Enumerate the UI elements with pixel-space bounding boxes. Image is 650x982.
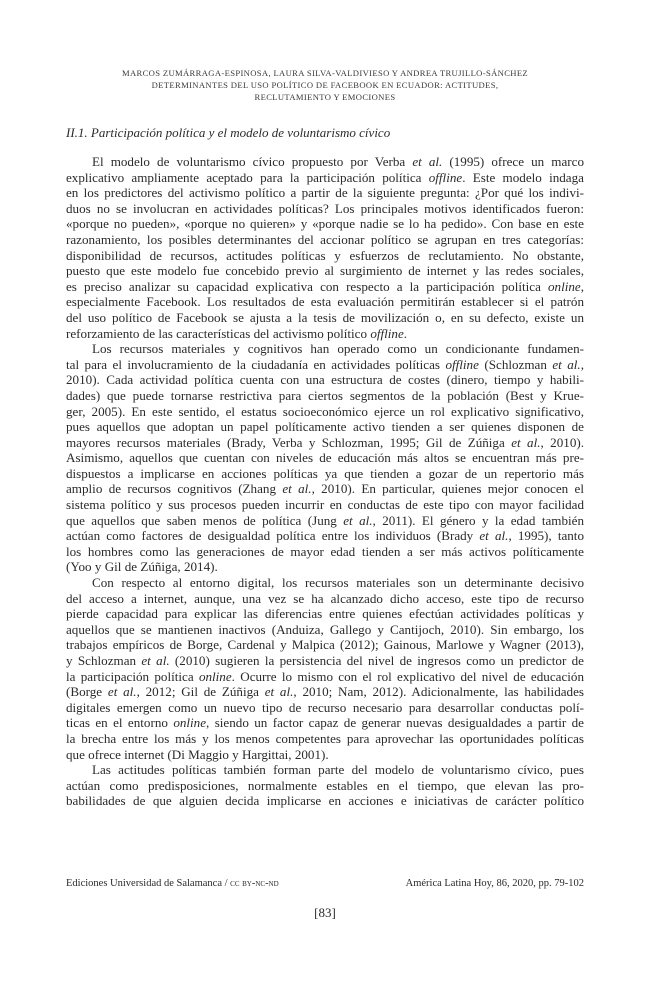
italic-segment: et al. (479, 528, 509, 544)
text-line (66, 481, 584, 497)
text-segment: , (580, 278, 584, 294)
text-segment: , 2012; Gil de Zúñiga (136, 684, 265, 700)
text-segment: . Ocurre lo mismo con el rol explicativo del nivel de educación (231, 668, 584, 684)
text-segment: es preciso analizar su capacidad explicativa con respecto a la participación política (66, 278, 548, 294)
italic-segment: offline (370, 325, 404, 341)
text-segment: explicativo ampliamente aceptado para la participación política (66, 169, 429, 185)
text-segment: mayores recursos materiales (Brady, Verba y Schlozman, 1995; Gil de Zúñiga (66, 434, 512, 450)
text-segment: babilidades de que alguien decida implicarse en acciones e iniciativas de carácter político (66, 793, 584, 809)
text-line (66, 248, 584, 264)
text-segment: y Schlozman (66, 653, 142, 668)
text-line (66, 559, 584, 575)
text-segment: en los predictores del activismo político a partir de la siguiente pregunta: ¿Por qué los indivi- (66, 185, 584, 201)
text-segment: El modelo de voluntarismo cívico propuesto por Verba (92, 154, 413, 169)
text-line (66, 669, 584, 685)
text-segment: ger, 2005). En este sentido, el estatus socioeconómico ejerce un rol explicativo significativo, (66, 403, 584, 419)
text-segment: pues aquellos que adoptan un papel políticamente activo tienden a ser quienes disponen de (66, 419, 584, 435)
italic-segment: offline (428, 169, 463, 185)
text-line (66, 170, 584, 186)
text-line (66, 778, 584, 794)
text-line (66, 294, 584, 310)
text-segment: la brecha entre los más y los menos competentes para aprovechar las oportunidades políticas (66, 730, 584, 746)
text-line (66, 700, 584, 716)
italic-segment: offline (445, 356, 479, 372)
text-segment: ticas en el entorno (66, 715, 174, 731)
text-segment: dispuestos a implicarse en acciones políticas ya que tienden a gozar de un repertorio más (66, 465, 584, 481)
text-line (66, 357, 584, 373)
text-line (66, 637, 584, 653)
body-text (66, 154, 584, 809)
footer-publisher (66, 878, 279, 889)
header-authors: MARCOS ZUMÁRRAGA-ESPINOSA, LAURA SILVA-VALDIVIESO Y ANDREA TRUJILLO-SÁNCHEZ (121, 68, 529, 78)
text-segment: la participación política (66, 668, 199, 684)
text-segment: amplio de recursos cognitivos (Zhang (66, 481, 283, 497)
text-line (66, 185, 584, 201)
text-line (66, 450, 584, 466)
text-line (66, 201, 584, 217)
text-line (66, 622, 584, 638)
text-segment: actúan como factores de desigualdad política entre los individuos (Brady (66, 528, 480, 544)
text-line (66, 310, 584, 326)
footer-journal: América Latina Hoy, 86, 2020, pp. 79-102 (405, 878, 584, 889)
text-segment: (Schlozman (478, 356, 553, 372)
text-line (66, 575, 584, 591)
italic-segment: et al. (141, 653, 170, 668)
text-segment: tal para el involucramiento de la ciudadanía en actividades políticas (66, 356, 446, 372)
page-number: [83] (314, 905, 336, 920)
running-head (66, 67, 584, 103)
header-title-line-1: DETERMINANTES DEL USO POLÍTICO DE FACEBOOK EN ECUADOR: ACTITUDES, (151, 80, 499, 90)
text-line (66, 591, 584, 607)
text-segment: disponibilidad de recursos, actitudes políticas y esfuerzos de reclutamiento. No obstante, (66, 247, 584, 263)
text-line (66, 154, 584, 170)
text-line (66, 513, 584, 529)
section-title: II.1. Participación política y el modelo de voluntarismo cívico (66, 125, 391, 140)
italic-segment: et al. (511, 434, 541, 450)
text-segment: que aquellos que saben menos de política (Jung (66, 512, 344, 528)
text-line (66, 326, 584, 342)
text-segment: actúan como predisposiciones, normalmente estables en el tiempo, que elevan las pro- (66, 777, 584, 793)
text-segment: , 2011). El género y la edad también (372, 512, 584, 528)
text-line (66, 653, 584, 669)
text-segment: Las actitudes políticas también forman parte del modelo de voluntarismo cívico, pues (92, 762, 584, 778)
text-line (66, 606, 584, 622)
text-line (66, 435, 584, 451)
text-segment: que ofrece internet (Di Maggio y Hargittai, 2001). (66, 746, 329, 762)
italic-segment: et al. (552, 356, 581, 372)
text-segment: , 2010). (540, 434, 585, 450)
text-line (66, 793, 584, 809)
text-segment: trabajos empíricos de Borge, Cardenal y Malpica (2012); Gainous, Marlowe y Wagner (2013), (66, 637, 584, 653)
italic-segment: online (173, 715, 207, 731)
text-line (66, 388, 584, 404)
italic-segment: et al. (264, 684, 294, 700)
italic-segment: et al. (282, 481, 312, 497)
text-segment: (2010) sugieren la persistencia del nivel de ingresos como un predictor de (169, 653, 584, 668)
text-segment: duos no se involucran en actividades políticas? Los principales motivos identificados fueron: (66, 200, 584, 216)
text-segment: reforzamiento de las características del activismo político (66, 325, 371, 341)
text-segment: dades) que puede tornarse restrictiva para ciertos segmentos de la población (Best y Krue- (66, 387, 584, 403)
text-segment: , siendo un factor capaz de generar nuevas desigualdades a partir de (206, 715, 584, 731)
text-line (66, 731, 584, 747)
text-segment: . (403, 325, 408, 341)
text-line (66, 528, 584, 544)
text-segment: aquellos que se mantienen inactivos (Anduiza, Gallego y Cantijoch, 2010). Sin embargo, los (66, 621, 584, 637)
italic-segment: online (547, 278, 581, 294)
text-line (66, 497, 584, 513)
text-segment: «porque no pueden», «porque no quieren» y «porque nadie se lo ha pedido». Con base en este (66, 216, 584, 232)
text-segment: especialmente Facebook. Los resultados de esta evaluación permitirán establecer si el patrón (66, 294, 584, 310)
text-line (66, 747, 584, 763)
text-line (66, 279, 584, 295)
text-segment: , 1995), tanto (508, 528, 584, 544)
italic-segment: et al. (343, 512, 373, 528)
italic-segment: et al. (107, 684, 137, 700)
text-line (66, 762, 584, 778)
text-segment: del uso político de Facebook se ajusta a la tesis de movilización o, en su defecto, existe un (66, 309, 584, 325)
text-line (66, 715, 584, 731)
text-segment: . Este modelo indaga (462, 169, 584, 185)
text-segment: , 2010; Nam, 2012). Adicionalmente, las habilidades (293, 684, 585, 700)
italic-segment: et al. (412, 154, 443, 169)
text-line (66, 341, 584, 357)
text-segment: digitales emergen como un nuevo tipo de recurso necesario para desarrollar conductas polí- (66, 699, 584, 715)
text-line (66, 544, 584, 560)
text-line (66, 419, 584, 435)
text-line (66, 684, 584, 700)
text-segment: 2010). Cada actividad política cuenta con una estructura de costes (dinero, tiempo y habili- (66, 372, 584, 388)
text-segment: del acceso a internet, aunque, una vez se ha alcanzado dicho acceso, este tipo de recurso (66, 590, 584, 606)
text-segment: Asimismo, aquellos que cuentan con niveles de educación más altos se encuentran más pre- (66, 450, 584, 466)
text-segment: (Yoo y Gil de Zúñiga, 2014). (66, 559, 218, 575)
text-segment: razonamiento, los posibles determinantes del accionar político se agrupan en tres categorías: (66, 231, 584, 247)
text-segment: Con respecto al entorno digital, los recursos materiales son un determinante decisivo (92, 575, 584, 591)
text-segment: Los recursos materiales y cognitivos han operado como un condicionante fundamen- (92, 341, 584, 357)
text-segment: , 2010). En particular, quienes mejor conocen el (311, 481, 584, 497)
publisher-name: Ediciones Universidad de Salamanca / (66, 878, 231, 889)
text-segment: los hombres como las generaciones de mayor edad tienden a ser más activos políticamente (66, 543, 584, 559)
text-line (66, 216, 584, 232)
text-line (66, 404, 584, 420)
text-segment: pierde capacidad para explicar las diferencias entre quienes efectúan actividades políticas y (66, 606, 584, 622)
text-segment: , (580, 356, 584, 372)
text-line (66, 466, 584, 482)
license-label: cc by-nc-nd (230, 878, 279, 889)
text-line (66, 372, 584, 388)
text-segment: sistema político y sus procesos pueden incurrir en conductas de este tipo con mayor facilidad (66, 497, 584, 513)
text-segment: (1995) ofrece un marco (442, 154, 584, 169)
text-line (66, 232, 584, 248)
text-line (66, 263, 584, 279)
text-segment: puesto que este modelo fue concebido previo al surgimiento de internet y las redes sociales, (66, 263, 584, 279)
header-title-line-2: RECLUTAMIENTO Y EMOCIONES (254, 92, 396, 102)
text-segment: (Borge (66, 684, 108, 700)
italic-segment: online (198, 668, 232, 684)
